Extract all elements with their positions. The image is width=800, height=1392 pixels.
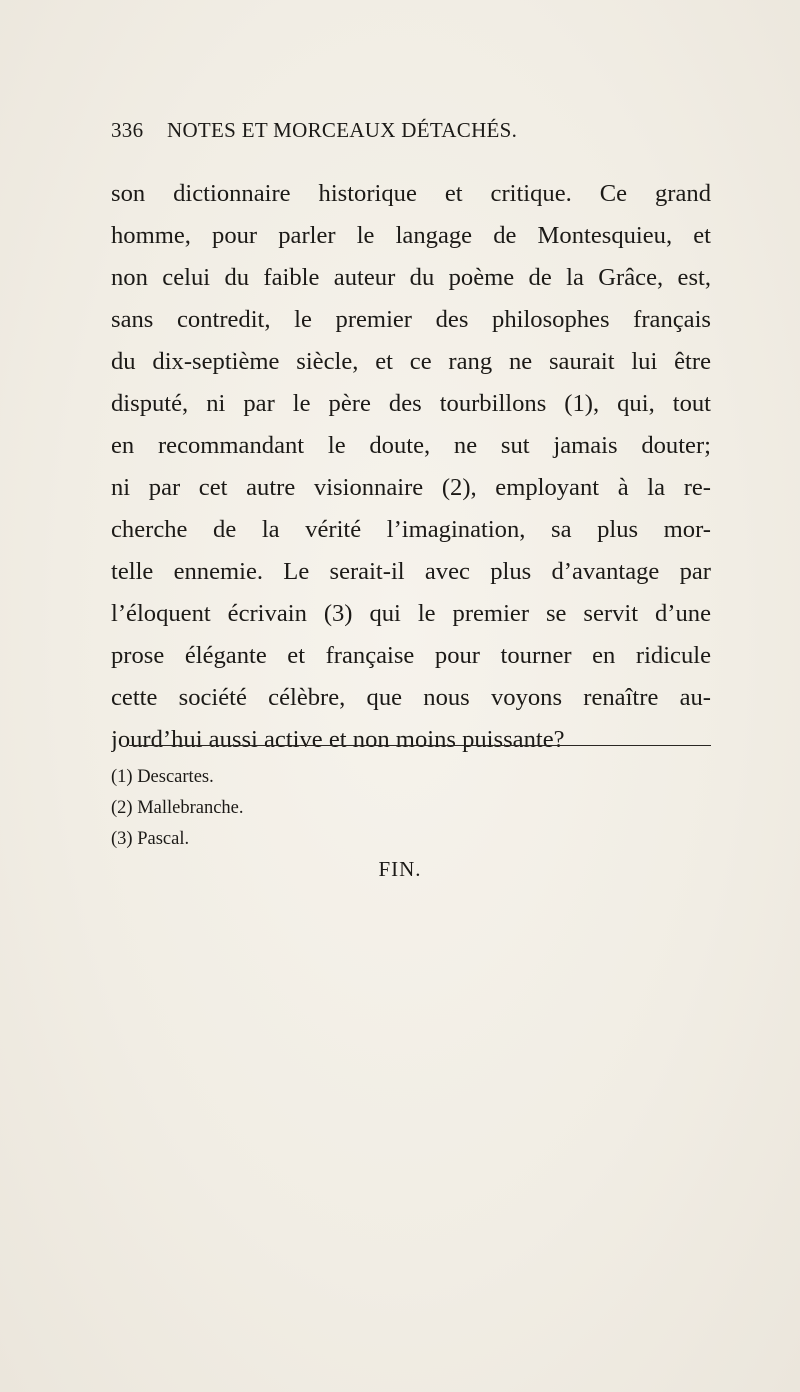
running-title: NOTES ET MORCEAUX DÉTACHÉS. [167,118,518,142]
footnote: (2) Mallebranche. [111,798,244,818]
text-line: prose élégante et française pour tourner en ridicule [111,642,711,669]
text-line: telle ennemie. Le serait-il avec plus d’avantage par [111,558,711,585]
running-head [111,118,711,148]
text-line: jourd’hui aussi active et non moins puissante? [111,726,565,753]
text-line: l’éloquent écrivain (3) qui le premier se servit d’une [111,600,711,627]
text-line: sans contredit, le premier des philosophes français [111,306,711,333]
text-line: en recommandant le doute, ne sut jamais douter; [111,432,711,459]
text-line: cette société célèbre, que nous voyons renaître au- [111,684,711,711]
text-line: cherche de la vérité l’imagination, sa plus mor- [111,516,711,543]
footnote: (3) Pascal. [111,829,190,849]
text-line: son dictionnaire historique et critique. Ce grand [111,180,711,207]
text-line: ni par cet autre visionnaire (2), employant à la re- [111,474,711,501]
body-text [111,173,711,761]
end-mark: FIN. [378,857,422,881]
text-line: homme, pour parler le langage de Montesquieu, et [111,222,711,249]
text-line: disputé, ni par le père des tourbillons (1), qui, tout [111,390,711,417]
text-line: du dix-septième siècle, et ce rang ne saurait lui être [111,348,711,375]
footnotes [111,762,511,855]
page-number: 336 [111,118,144,142]
text-line: non celui du faible auteur du poème de la Grâce, est, [111,264,711,291]
footnote: (1) Descartes. [111,767,214,787]
footnote-divider [129,745,711,746]
